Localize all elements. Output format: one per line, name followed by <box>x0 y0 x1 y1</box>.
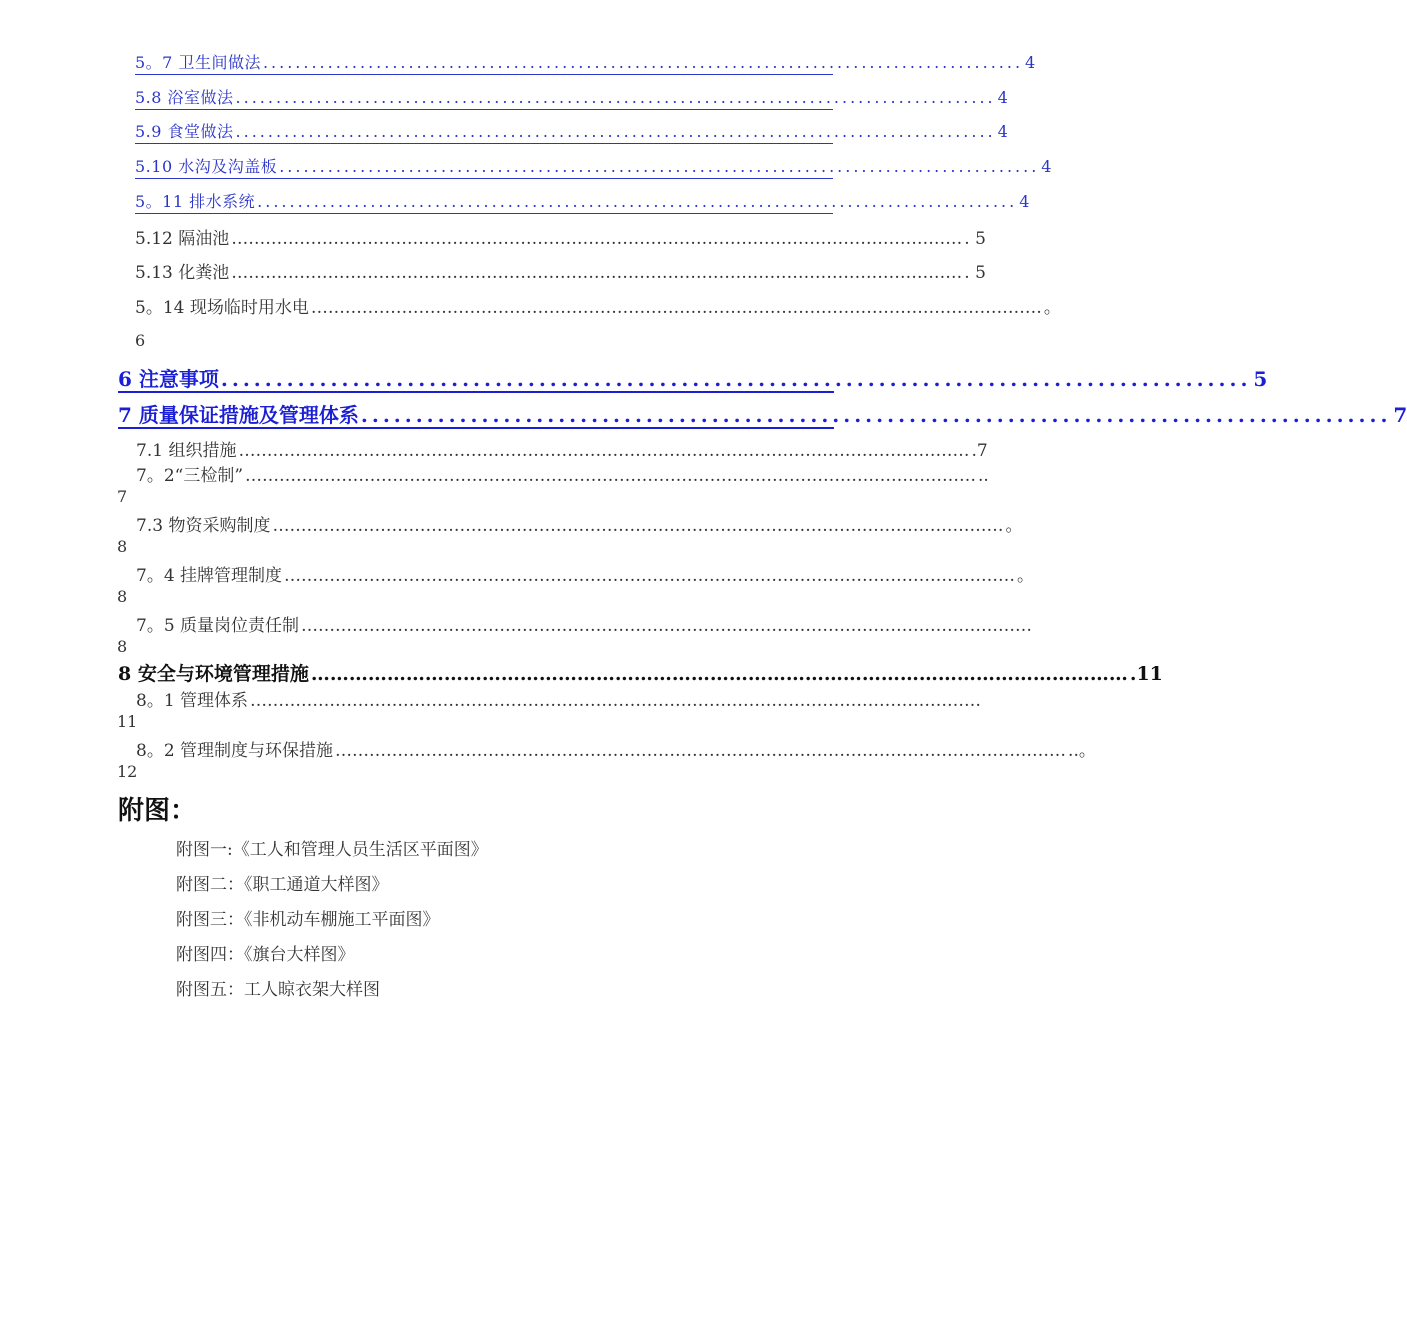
toc-leader-dots: .............................................................................................. <box>235 88 996 107</box>
toc-link-6[interactable] <box>118 363 1268 393</box>
annex-item-2: 附图二：《职工通道大样图》 <box>176 875 389 895</box>
toc-leader-dots: .............................................................................................. <box>235 122 996 141</box>
toc-leader-dots: .............................................................................................. <box>279 157 1040 176</box>
toc-entry-5-12 <box>135 224 986 249</box>
toc-page-number: 4 <box>997 88 1009 107</box>
toc-label: 7。2“三检制” <box>136 466 244 486</box>
toc-leader-dots: ………………………………………………………………………………………………………………… <box>284 566 1016 586</box>
toc-leader-dots: ………………………………………………………………………………………………………………… <box>231 263 963 283</box>
toc-page-number: .7 <box>971 441 988 461</box>
toc-page-number: ..。 <box>1068 741 1096 761</box>
toc-page-number: 4 <box>1041 157 1052 176</box>
toc-page-number: 5 <box>1253 367 1268 391</box>
toc-leader-dots: ………………………………………………………………………………………………………………… <box>250 691 982 711</box>
toc-entry-8 <box>118 659 1163 687</box>
toc-entry-7-3 <box>136 511 1023 536</box>
toc-entry-5-14 <box>135 293 1061 318</box>
toc-entry-7-2 <box>136 461 989 486</box>
toc-label: 6 注意事项 <box>118 367 219 391</box>
toc-entry-8-1 <box>136 686 982 711</box>
toc-label: 5.10 水沟及沟盖板 <box>135 157 278 176</box>
toc-link-5-11[interactable] <box>135 189 1030 214</box>
toc-page-number: .. <box>978 466 989 486</box>
toc-wrapped-page-number: 12 <box>117 762 138 781</box>
annex-item-3: 附图三：《非机动车棚施工平面图》 <box>176 910 440 930</box>
toc-page-number: 4 <box>997 122 1009 141</box>
toc-page-number: 。 <box>1017 566 1035 586</box>
toc-leader-dots: ………………………………………………………………………………………………………………… <box>310 298 1042 318</box>
toc-page-number: 4 <box>1025 53 1036 72</box>
toc-label: 7。5 质量岗位责任制 <box>136 616 300 636</box>
toc-link-5-8[interactable] <box>135 85 1009 110</box>
toc-entry-7-1 <box>136 436 988 461</box>
toc-entry-7-4 <box>136 561 1035 586</box>
toc-link-7[interactable] <box>118 399 1407 429</box>
toc-page-number: 。 <box>1005 516 1023 536</box>
toc-leader-dots: .............................................................................................. <box>262 53 1024 72</box>
toc-leader-dots: ………………………………………………………………………………………………………………… <box>231 229 963 249</box>
toc-label: 7。4 挂牌管理制度 <box>136 566 283 586</box>
toc-leader-dots: ………………………………………………………………………………………………………………… <box>310 663 1128 685</box>
toc-label: 7 质量保证措施及管理体系 <box>118 403 359 427</box>
toc-leader-dots: .............................................................................................. <box>257 192 1018 211</box>
toc-entry-8-2 <box>136 736 1096 761</box>
toc-leader-dots: .............................................................................................. <box>220 367 1252 391</box>
toc-label: 5.13 化粪池 <box>135 263 230 283</box>
toc-link-5-9[interactable] <box>135 119 1009 144</box>
toc-entry-5-13 <box>135 258 986 283</box>
annex-item-5: 附图五：工人晾衣架大样图 <box>176 980 380 1000</box>
toc-label: 7.3 物资采购制度 <box>136 516 271 536</box>
toc-page-number: . 5 <box>964 263 986 283</box>
toc-wrapped-page-number: 11 <box>117 712 138 731</box>
toc-label: 5.9 食堂做法 <box>135 122 234 141</box>
toc-leader-dots: ………………………………………………………………………………………………………………… <box>238 441 970 461</box>
toc-page-number: .11 <box>1129 663 1163 685</box>
toc-leader-dots: ………………………………………………………………………………………………………………… <box>245 466 977 486</box>
toc-label: 5.8 浴室做法 <box>135 88 234 107</box>
toc-page-number: 4 <box>1019 192 1030 211</box>
toc-leader-dots: .............................................................................................. <box>360 403 1392 427</box>
toc-page-number: . 5 <box>964 229 986 249</box>
annex-item-1: 附图一:《工人和管理人员生活区平面图》 <box>176 840 488 860</box>
toc-label: 7.1 组织措施 <box>136 441 237 461</box>
toc-label: 8。1 管理体系 <box>136 691 249 711</box>
toc-label: 5。7 卫生间做法 <box>135 53 261 72</box>
annex-title: 附图： <box>118 796 197 826</box>
toc-leader-dots: ………………………………………………………………………………………………………………… <box>335 741 1067 761</box>
toc-page-number: 。 <box>1043 298 1061 318</box>
toc-link-5-10[interactable] <box>135 154 1052 179</box>
toc-label: 5。14 现场临时用水电 <box>135 298 309 318</box>
toc-entry-7-5 <box>136 611 1033 636</box>
toc-label: 5.12 隔油池 <box>135 229 230 249</box>
toc-wrapped-page-number: 7 <box>117 487 128 506</box>
toc-wrapped-page-number: 8 <box>117 637 128 656</box>
toc-label: 8 安全与环境管理措施 <box>118 663 309 685</box>
toc-wrapped-page-number: 8 <box>117 587 128 606</box>
toc-page-number: 7 <box>1393 403 1407 427</box>
toc-label: 8。2 管理制度与环保措施 <box>136 741 334 761</box>
toc-wrapped-page-number: 8 <box>117 537 128 556</box>
toc-label: 5。11 排水系统 <box>135 192 256 211</box>
toc-wrapped-page-number: 6 <box>135 331 146 350</box>
annex-item-4: 附图四：《旗台大样图》 <box>176 945 355 965</box>
toc-leader-dots: ………………………………………………………………………………………………………………… <box>301 616 1033 636</box>
toc-link-5-7[interactable] <box>135 50 1036 75</box>
toc-leader-dots: ………………………………………………………………………………………………………………… <box>272 516 1004 536</box>
